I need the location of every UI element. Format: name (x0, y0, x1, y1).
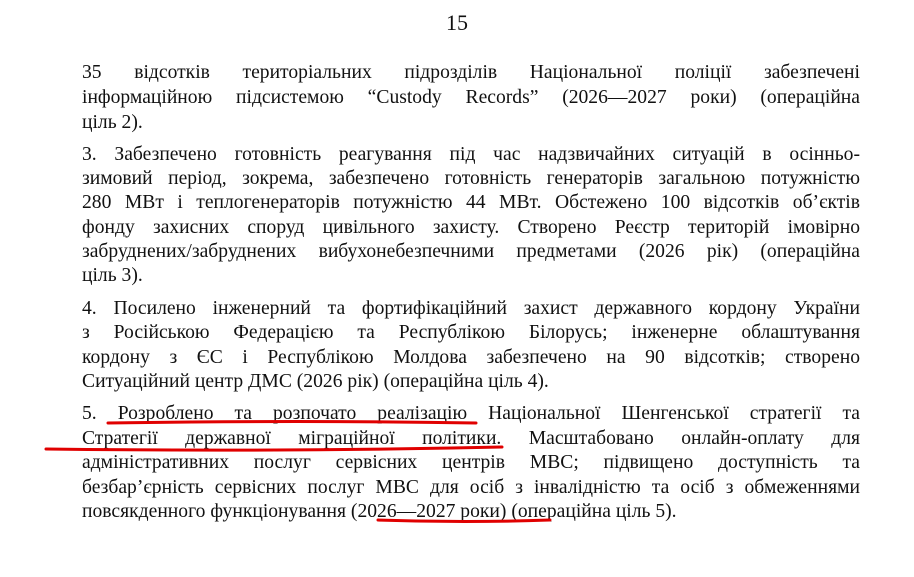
paragraph-3-line-6: ціль 3). (82, 265, 143, 286)
paragraph-4-line-2: з Російською Федерацією та Республікою Білорусь; інженерне облаштування (82, 322, 860, 343)
paragraph-3-line-2: зимовий період, зокрема, забезпечено готовність генераторів загальною потужністю (82, 168, 860, 189)
paragraph-2-line-3: ціль 2). (82, 112, 143, 133)
paragraph-3-line-5: забруднених/забруднених вибухонебезпечними предметами (2026 рік) (операційна (82, 241, 860, 262)
paragraph-3-line-4: фонду захисних споруд цивільного захисту. Створено Реєстр територій імовірно (82, 217, 860, 238)
paragraph-2-line-2: інформаційною підсистемою “Custody Records” (2026—2027 роки) (операційна (82, 87, 860, 108)
paragraph-4-line-4: Ситуаційний центр ДМС (2026 рік) (операційна ціль 4). (82, 371, 549, 392)
paragraph-5-line-2: Стратегії державної міграційної політики. Масштабовано онлайн-оплату для (82, 428, 860, 449)
paragraph-4-line-1: 4. Посилено інженерний та фортифікаційний захист державного кордону України (82, 298, 860, 319)
paragraph-4-line-3: кордону з ЄС і Республікою Молдова забезпечено на 90 відсотків; створено (82, 347, 860, 368)
paragraph-2-line-1: 35 відсотків територіальних підрозділів Національної поліції забезпечені (82, 62, 860, 83)
paragraph-3-line-3: 280 МВт і теплогенераторів потужністю 44 МВт. Обстежено 100 відсотків об’єктів (82, 192, 860, 213)
page-number: 15 (446, 10, 468, 35)
paragraph-5-line-3: адміністративних послуг сервісних центрів МВС; підвищено доступність та (82, 452, 860, 473)
paragraph-5-line-5: повсякденного функціонування (2026—2027 роки) (операційна ціль 5). (82, 501, 677, 522)
paragraph-5-line-1: 5. Розроблено та розпочато реалізацію Національної Шенгенської стратегії та (82, 403, 860, 424)
paragraph-5-line-4: безбар’єрність сервісних послуг МВС для осіб з інвалідністю та осіб з обмеженнями (82, 477, 860, 498)
paragraph-3-line-1: 3. Забезпечено готовність реагування під час надзвичайних ситуацій в осінньо- (82, 144, 860, 165)
